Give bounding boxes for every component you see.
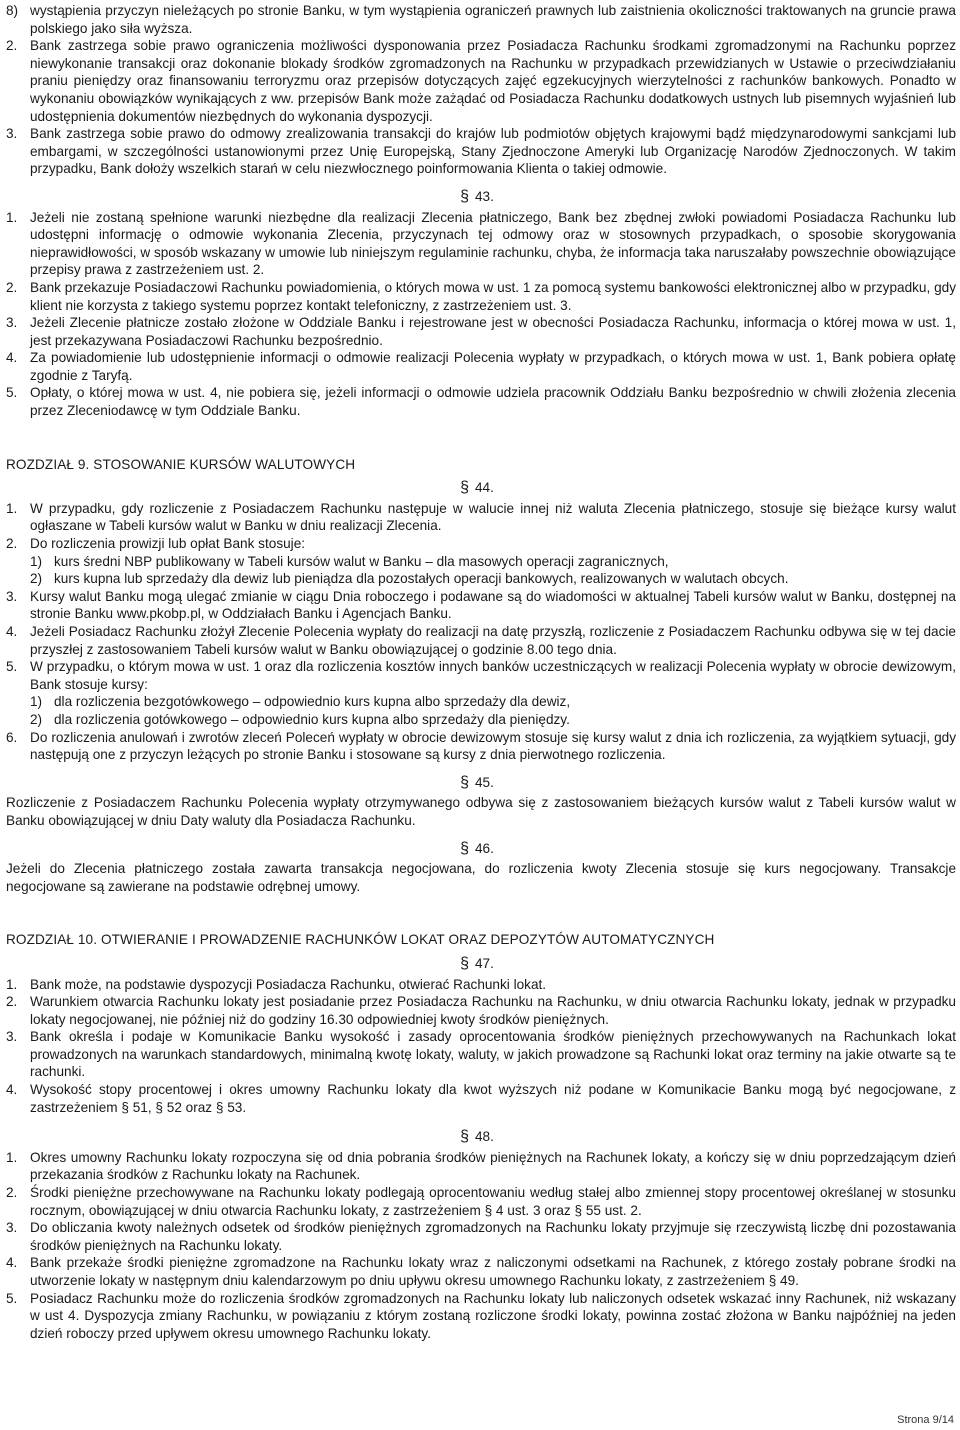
- list-item-number: 1.: [6, 976, 18, 992]
- list-item: [6, 658, 956, 693]
- list-item: [6, 1254, 956, 1289]
- list-item: [6, 209, 956, 279]
- chapter-heading: ROZDZIAŁ 9. STOSOWANIE KURSÓW WALUTOWYCH: [6, 456, 356, 472]
- sub-item-text: kurs średni NBP publikowany w Tabeli kursów walut w Banku – dla masowych operacji zagranicznych,: [54, 553, 669, 569]
- sub-list-item: [30, 711, 956, 729]
- list-item-text: Bank określa i podaje w Komunikacie Banku wysokość i zasady oprocentowania środków pieniężnych przechowywanych na Rachunkach lokat prowadzonych na warunkach standardowych, minimalną kwotę lokaty, waluty, w jakich prowadzone są Rachunki lokat oraz terminy na jakie otwarte są te rachunki.: [30, 1029, 956, 1080]
- list-item: [6, 314, 956, 349]
- list-item-text: W przypadku, o którym mowa w ust. 1 oraz dla rozliczenia kosztów innych banków uczestniczących w realizacji Polecenia wypłaty w obrocie dewizowym, Bank stosuje kursy:: [30, 659, 956, 692]
- section-heading-46: [6, 840, 956, 858]
- sub-item-text: dla rozliczenia bezgotówkowego – odpowiednio kurs kupna albo sprzedaży dla dewiz,: [54, 694, 571, 710]
- section-heading-45: [6, 774, 956, 792]
- list-item-number: 6.: [6, 729, 18, 745]
- list-item: [6, 125, 956, 178]
- list-item-number: 2.: [6, 994, 18, 1010]
- list-item: [6, 500, 956, 535]
- section-number: 44.: [475, 480, 494, 496]
- list-item: [6, 588, 956, 623]
- list-item-text: Bank przekaże środki pieniężne zgromadzone na Rachunku lokaty wraz z naliczonymi odsetkami na Rachunek, z którego zostały pobrane środki na utworzenie lokaty w następnym dniu kalendarzowym po dniu upływu okresu umownego Rachunku lokaty, z zastrzeżeniem § 49.: [30, 1255, 956, 1288]
- list-item-text: Do rozliczenia prowizji lub opłat Bank stosuje:: [30, 536, 306, 552]
- list-item-text: Jeżeli Posiadacz Rachunku złożył Zlecenie Polecenia wypłaty do realizacji na datę przyszłą, rozliczenie z Posiadaczem Rachunku odbywa się w tej dacie przyszłej z zastosowaniem Tabeli kursów walut w Banku obowiązującej o godzinie 8.00 tego dnia.: [30, 624, 956, 657]
- list-item-number: 4.: [6, 624, 18, 639]
- list-item-number: 2.: [6, 536, 18, 552]
- list-item-number: 4.: [6, 1082, 18, 1098]
- sub-item-text: dla rozliczenia gotówkowego – odpowiednio kurs kupna albo sprzedaży dla pieniędzy.: [54, 711, 570, 727]
- list-item-text: Do rozliczenia anulowań i zwrotów zleceń Poleceń wypłaty w obrocie dewizowym stosuje się kursy walut z dnia ich rozliczenia, za wyjątkiem sytuacji, gdy następują one z przyczyn leżących po stronie Banku i stosowane są kursy z dnia pierwotnego rozliczenia.: [30, 729, 956, 763]
- list-item-text: Bank zastrzega sobie prawo ograniczenia możliwości dysponowania przez Posiadacza Rachunku środkami zgromadzonymi na Rachunku poprzez niewykonanie transakcji oraz dokonanie blokady środków zgromadzonych na Rachunku w przypadkach przewidzianych w Ustawie o przeciwdziałaniu praniu pieniędzy oraz finansowaniu terroryzmu oraz przepisów dotyczących zajęć egzekucyjnych wierzytelności z rachunków bankowych. Ponadto w wykonaniu obowiązków wynikających z ww. przepisów Bank może zażądać od Posiadacza Rachunku dodatkowych ustnych lub pisemnych wyjaśnień lub udostępnienia dokumentów niezbędnych do wykonania dyspozycji.: [30, 38, 956, 124]
- list-item-number: 8): [6, 3, 19, 18]
- section-heading-44: [6, 479, 956, 497]
- list-item: [6, 279, 956, 314]
- list-item: [6, 384, 956, 419]
- section-number: 46.: [475, 840, 494, 856]
- list-item-number: 1.: [6, 1149, 18, 1165]
- list-item: [6, 2, 956, 37]
- list-item: [6, 729, 956, 764]
- list-item: [6, 1184, 956, 1219]
- list-item-number: 1.: [6, 500, 18, 516]
- list-item-text: Bank przekazuje Posiadaczowi Rachunku powiadomienia, o których mowa w ust. 1 za pomocą systemu bankowości elektronicznej albo w przypadku, gdy klient nie korzysta z takiego systemu poprzez kontakt telefoniczny, z zastrzeżeniem ust. 3.: [30, 279, 956, 313]
- list-item-text: Okres umowny Rachunku lokaty rozpoczyna się od dnia pobrania środków pieniężnych na Rachunek lokaty, a kończy się w dniu poprzedzającym dzień przekazania środków z Rachunku lokaty na Rachunek.: [30, 1149, 956, 1183]
- sub-list-item: [30, 693, 956, 711]
- list-item-number: 2.: [6, 279, 18, 295]
- list-item-number: 3.: [6, 1220, 18, 1236]
- section-symbol: §: [460, 479, 469, 497]
- list-item-text: Bank może, na podstawie dyspozycji Posiadacza Rachunku, otwierać Rachunki lokat.: [30, 976, 547, 992]
- list-item: [6, 1081, 956, 1116]
- list-item: [6, 993, 956, 1028]
- list-item-text: Do obliczania kwoty należnych odsetek od środków pieniężnych zgromadzonych na Rachunku lokaty przyjmuje się rzeczywistą liczbę dni pozostawania środków pieniężnych na Rachunku lokaty.: [30, 1220, 956, 1253]
- list-item-text: Jeżeli Zlecenie płatnicze zostało złożone w Oddziale Banku i rejestrowane jest w obecności Posiadacza Rachunku, informacja o której mowa w ust. 1, jest przekazywana Posiadaczowi Rachunku bezpośrednio.: [30, 315, 956, 348]
- paragraph: Rozliczenie z Posiadaczem Rachunku Polecenia wypłaty otrzymywanego odbywa się z zastosowaniem bieżących kursów walut z Tabeli kursów walut w Banku obowiązującej w dniu Daty waluty dla Posiadacza Rachunku.: [6, 795, 956, 828]
- sub-item-number: 1): [30, 553, 43, 569]
- section-number: 48.: [475, 1129, 494, 1145]
- list-item-text: Posiadacz Rachunku może do rozliczenia środków zgromadzonych na Rachunku lokaty lub naliczonych odsetek wskazać inny Rachunek, niż wskazany w ust 4. Dyspozycja zmiany Rachunku, w powiązaniu z którym zostaną rozliczone środki lokaty, powinna zostać złożona w Banku najpóźniej na jeden dzień roboczy przed upływem okresu umownego Rachunku lokaty.: [30, 1290, 956, 1341]
- section-heading-48: [6, 1128, 956, 1146]
- list-item-text: Za powiadomienie lub udostępnienie informacji o odmowie realizacji Polecenia wypłaty w przypadkach, o których mowa w ust. 1, Bank pobiera opłatę zgodnie z Taryfą.: [30, 350, 956, 383]
- chapter-heading: ROZDZIAŁ 10. OTWIERANIE I PROWADZENIE RACHUNKÓW LOKAT ORAZ DEPOZYTÓW AUTOMATYCZNYCH: [6, 932, 715, 948]
- list-item-number: 3.: [6, 1029, 18, 1045]
- list-item-number: 3.: [6, 126, 18, 142]
- list-item-text: W przypadku, gdy rozliczenie z Posiadaczem Rachunku następuje w walucie innej niż waluta Zlecenia płatniczego, stosuje się bieżące kursy walut ogłaszane w Tabeli kursów walut w Banku w dniu realizacji Zlecenia.: [30, 500, 956, 534]
- section-number: 43.: [475, 188, 494, 204]
- list-item-text: Warunkiem otwarcia Rachunku lokaty jest posiadanie przez Posiadacza Rachunku na Rachunku, w dniu otwarcia Rachunku lokaty, jednak w przypadku lokaty negocjowanej, nie później niż do godziny 16.30 odpowiedniej kwoty środków pieniężnych.: [30, 994, 956, 1027]
- sub-item-number: 1): [30, 694, 43, 710]
- list-item-text: Jeżeli nie zostaną spełnione warunki niezbędne dla realizacji Zlecenia płatniczego, Bank bez zbędnej zwłoki powiadomi Posiadacza Rachunku lub udostępni informację o odmowie wykonania Zlecenia, przyczynach tej odmowy oraz w stosownych przypadkach, o sposobie skorygowania nieprawidłowości, w sposób wskazany w umowie lub niniejszym regulaminie rachunku, chyba, że informacja taka naruszałaby powszechnie obowiązujące przepisy prawa z zastrzeżeniem ust. 2.: [30, 209, 956, 278]
- page-number: Strona 9/14: [897, 1414, 954, 1426]
- list-item-number: 2.: [6, 1185, 18, 1201]
- list-item: [6, 1219, 956, 1254]
- sub-list-item: [30, 553, 956, 571]
- section-symbol: §: [460, 1128, 469, 1146]
- list-item: [6, 535, 956, 553]
- section-symbol: §: [460, 187, 469, 205]
- list-item-text: Kursy walut Banku mogą ulegać zmianie w ciągu Dnia roboczego i podawane są do wiadomości w aktualnej Tabeli kursów walut w Banku, dostępnej na stronie Banku www.pkobp.pl, w Oddziałach Banku i Agencjach Banku.: [30, 588, 956, 622]
- sub-item-number: 2): [30, 711, 43, 727]
- list-item: [6, 1028, 956, 1081]
- list-item-number: 1.: [6, 209, 18, 225]
- list-item-text: Wysokość stopy procentowej i okres umowny Rachunku lokaty dla kwot wyższych niż podane w Komunikacie Banku mogą być negocjowane, z zastrzeżeniem § 51, § 52 oraz § 53.: [30, 1082, 956, 1115]
- list-item-number: 3.: [6, 315, 18, 331]
- section-heading-43: [6, 188, 956, 206]
- section-heading-47: [6, 955, 956, 973]
- list-item: [6, 1149, 956, 1184]
- list-item: [6, 349, 956, 384]
- list-item-number: 3.: [6, 588, 18, 604]
- list-item-number: 4.: [6, 1255, 18, 1271]
- list-item-text: Środki pieniężne przechowywane na Rachunku lokaty podlegają oprocentowaniu według stałej albo zmiennej stopy procentowej określanej w stosunku rocznym, obowiązującej w dniu otwarcia Rachunku lokaty, z zastrzeżeniem § 4 ust. 3 oraz § 55 ust. 2.: [30, 1185, 956, 1218]
- list-item: [6, 1290, 956, 1343]
- paragraph: Jeżeli do Zlecenia płatniczego została zawarta transakcja negocjowana, do rozliczenia kwoty Zlecenia stosuje się kurs negocjowany. Transakcje negocjowane są zawierane na podstawie odrębnej umowy.: [6, 861, 956, 894]
- list-item: [6, 623, 956, 658]
- section-number: 47.: [475, 955, 494, 971]
- list-item-number: 5.: [6, 1290, 18, 1306]
- list-item-text: Bank zastrzega sobie prawo do odmowy zrealizowania transakcji do krajów lub podmiotów objętych krajowymi bądź międzynarodowymi sankcjami lub embargami, w szczególności ustanowionymi przez Unię Europejską, Stany Zjednoczone Ameryki lub Organizację Narodów Zjednoczonych. W takim przypadku, Bank dołoży wszelkich starań w celu niezwłocznego poinformowania Klienta o takiej odmowie.: [30, 126, 956, 177]
- document-page: [6, 2, 956, 1342]
- list-item-number: 5.: [6, 385, 18, 401]
- list-item: [6, 37, 956, 125]
- section-symbol: §: [460, 773, 469, 791]
- section-number: 45.: [475, 774, 494, 790]
- sub-item-text: kurs kupna lub sprzedaży dla dewiz lub pieniądza dla pozostałych operacji bankowych, realizowanych w walutach obcych.: [54, 571, 789, 587]
- list-item-number: 4.: [6, 350, 18, 366]
- sub-item-number: 2): [30, 571, 43, 587]
- list-item: [6, 976, 956, 994]
- list-item-text: wystąpienia przyczyn nieleżących po stronie Banku, w tym wystąpienia ograniczeń prawnych lub zaistnienia okoliczności traktowanych na gruncie prawa polskiego jako siła wyższa.: [30, 3, 956, 36]
- list-item-text: Opłaty, o której mowa w ust. 4, nie pobiera się, jeżeli informacji o odmowie udziela pracownik Oddziału Banku bezpośrednio w chwili złożenia zlecenia przez Zleceniodawcę w tym Oddziale Banku.: [30, 385, 956, 419]
- list-item-number: 5.: [6, 659, 18, 675]
- list-item-number: 2.: [6, 38, 18, 54]
- sub-list-item: [30, 570, 956, 588]
- section-symbol: §: [460, 839, 469, 857]
- section-symbol: §: [460, 954, 469, 972]
